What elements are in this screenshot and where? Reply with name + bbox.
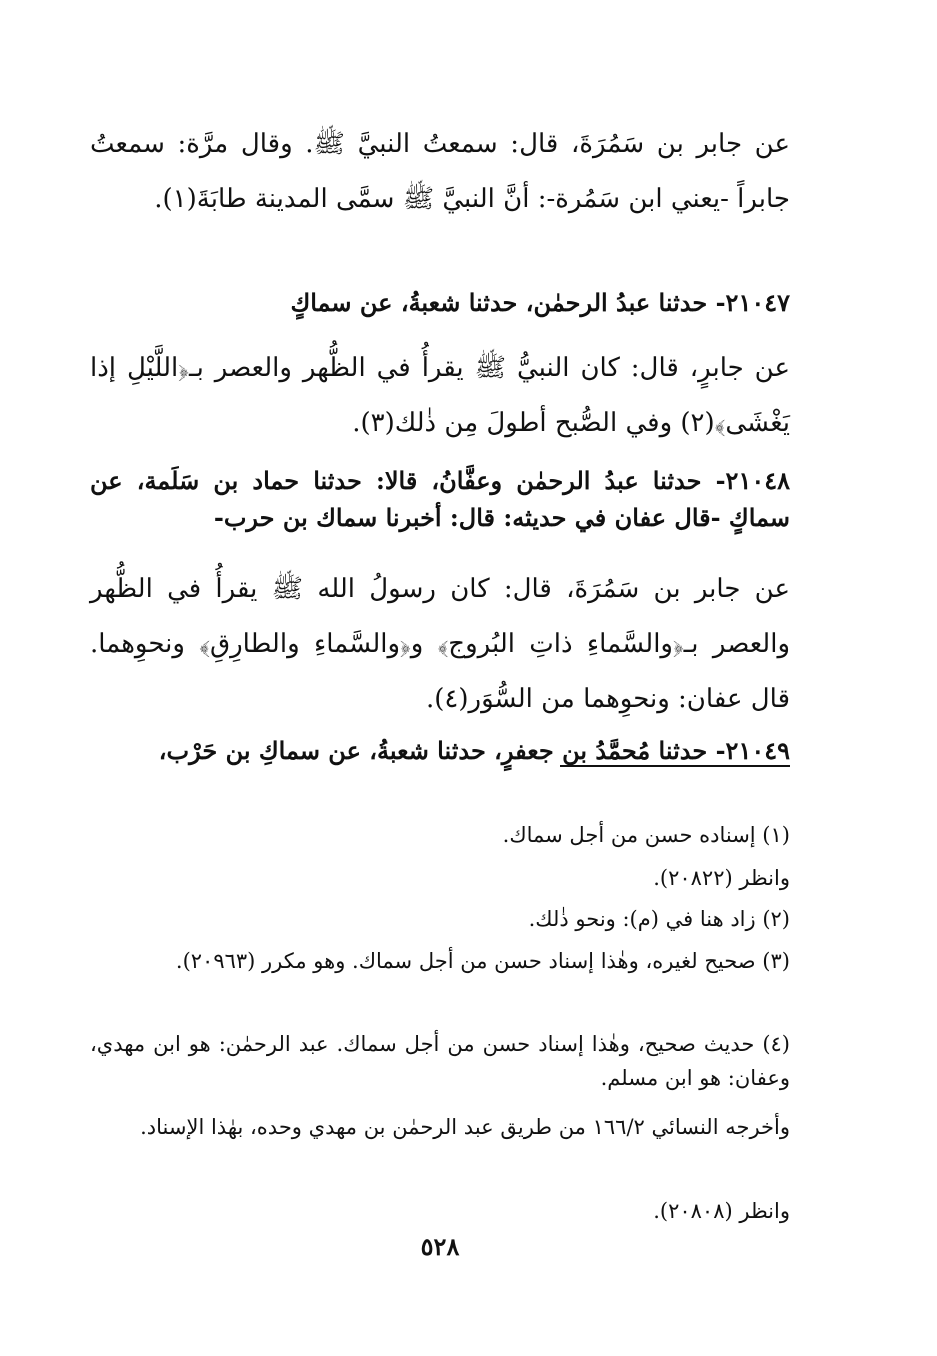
footnote-1: (١) إسناده حسن من أجل سماك. xyxy=(502,823,790,847)
hadith-text-21046-ending: عن جابر بن سَمُرَةَ، قال: سمعتُ النبيَّ ﷺ. وقال مرَّة: سمعتُ جابراً -يعني ابن سَمُرة-: أنَّ النبيَّ ﷺ سمَّى المدينة طابَةَ(١). xyxy=(90,129,790,214)
hadith-isnad-21048: ٢١٠٤٨- حدثنا عبدُ الرحمٰن وعفَّانُ، قالا: حدثنا حماد بن سَلَمة، عن سماكٍ -قال عفان في حديثه: قال: أخبرنا سماك بن حرب- xyxy=(90,466,790,532)
footnote-4-takhrij: وأخرجه النسائي ١٦٦/٢ من طريق عبد الرحمٰن بن مهدي وحده، بهٰذا الإسناد. xyxy=(140,1115,790,1139)
document-page xyxy=(90,0,790,1356)
hadith-text-21047: عن جابرٍ، قال: كان النبيُّ ﷺ يقرأُ في الظُّهر والعصر بـ﴿اللَّيْلِ إذا يَغْشَى﴾(٢) وفي الصُّبح أطولَ مِن ذٰلك(٣). xyxy=(90,353,790,438)
hadith-text-21048: عن جابر بن سَمُرَةَ، قال: كان رسولُ الله ﷺ يقرأُ في الظُّهر والعصر بـ﴿والسَّماءِ ذاتِ البُروج﴾ و﴿والسَّماءِ والطارِقِ﴾ ونحوِهما. قال عفان: ونحوِهما من السُّوَر(٤). xyxy=(90,574,790,714)
footnote-4: (٤) حديث صحيح، وهٰذا إسناد حسن من أجل سماك. عبد الرحمٰن: هو ابن مهدي، وعفان: هو ابن مسلم. xyxy=(90,1032,790,1090)
footnote-4-see-also: وانظر (٢٠٨٠٨). xyxy=(653,1199,790,1223)
hadith-isnad-21049: ٢١٠٤٩- حدثنا مُحمَّدُ بن جعفرٍ، حدثنا شعبةُ، عن سماكِ بن حَرْب، xyxy=(158,736,790,765)
footnote-separator xyxy=(560,765,790,767)
footnote-2: (٢) زاد هنا في (م): ونحو ذٰلك. xyxy=(528,907,790,931)
footnote-1-see-also: وانظر (٢٠٨٢٢). xyxy=(653,866,790,890)
page-number: ٥٢٨ xyxy=(420,1232,460,1261)
footnote-3: (٣) صحيح لغيره، وهٰذا إسناد حسن من أجل سماك. وهو مكرر (٢٠٩٦٣). xyxy=(175,949,790,973)
hadith-isnad-21047: ٢١٠٤٧- حدثنا عبدُ الرحمٰن، حدثنا شعبةُ، عن سماكٍ xyxy=(290,288,790,317)
